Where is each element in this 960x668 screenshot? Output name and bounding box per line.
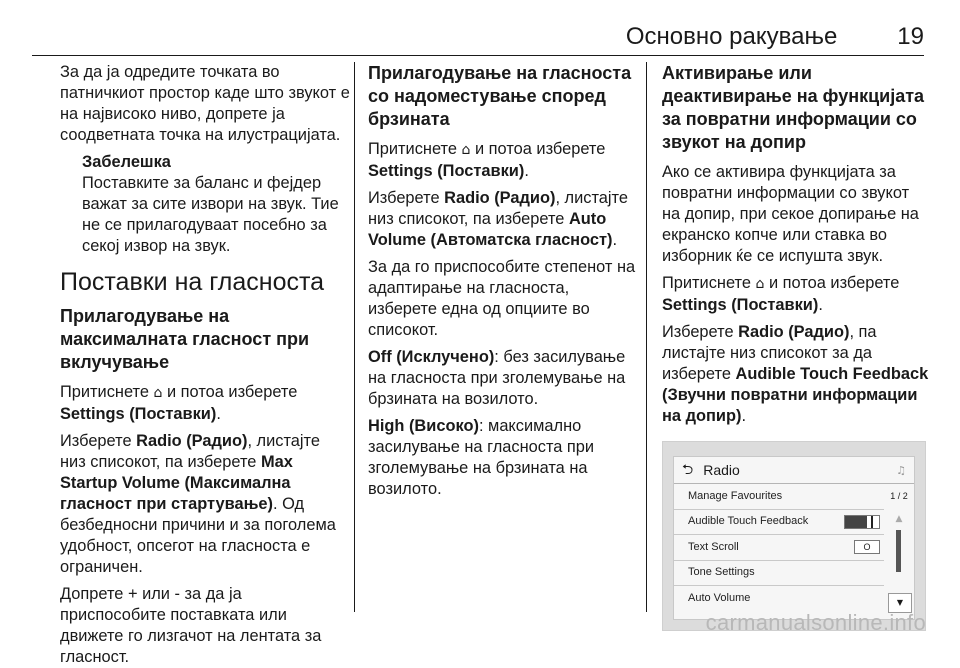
subsection-title: Прилагодување на гласноста со надоместување според брзината <box>368 63 632 129</box>
column-2 <box>368 62 638 612</box>
home-icon: ⌂ <box>153 385 163 401</box>
watermark: carmanualsonline.info <box>705 610 926 635</box>
note-title: Забелешка <box>82 153 171 171</box>
instruction-paragraph: Изберете Radio (Радио), па листајте низ списокот за да изберете Audible Touch Feedback (Звучни повратни информации на допир). <box>662 323 929 425</box>
page-number: 19 <box>897 23 924 50</box>
radio-screen-illustration <box>662 441 926 631</box>
settings-list <box>674 484 884 611</box>
instruction-paragraph: Изберете Radio (Радио), листајте низ списокот, па изберете Auto Volume (Автоматска гласност). <box>368 189 628 249</box>
list-item-tone-settings[interactable]: Tone Settings <box>674 561 884 587</box>
scroll-down-button[interactable]: ▼ <box>888 593 912 613</box>
subsection-title: Активирање или деактивирање на функцијата за повратни информации со звукот на допир <box>662 63 925 152</box>
scroll-up-icon[interactable]: ▲ <box>895 514 903 524</box>
page-title: Основно ракување <box>625 23 838 50</box>
screen-title: Radio <box>703 461 740 478</box>
instruction-paragraph: Притиснете ⌂ и потоа изберете Settings (Поставки). <box>662 274 900 314</box>
list-item-auto-volume[interactable]: Auto Volume <box>688 591 751 604</box>
scroll-panel <box>884 484 914 619</box>
list-item-text-scroll[interactable]: Text Scroll O <box>674 535 884 561</box>
instruction-paragraph: Изберете Radio (Радио), листајте низ списокот, па изберете Max Startup Volume (Максимална гласност при стартување). Од безбедносни причини и за поголема удобност, опсегот на гласноста е ограничен. <box>60 432 336 576</box>
option-off: Off (Исклучено): без засилување на гласноста при зголемување на брзината на возилото. <box>368 348 626 408</box>
screen-frame <box>673 456 915 620</box>
option-high: High (Високо): максимално засилување на гласноста при зголемување на брзината на возилото. <box>368 417 595 498</box>
paragraph: Ако се активира функцијата за повратни информации со звукот на допир, при секое допирање на екранско копче или ставка во изборник ќе се испушта звук. <box>662 163 919 265</box>
paragraph: За да го приспособите степенот на адаптирање на гласноста, изберете една од опциите во списокот. <box>368 258 636 339</box>
note-box <box>82 152 350 257</box>
paragraph: Допрете + или - за да ја приспособите поставката или движете го лизгачот на лентата за гласност. <box>60 585 322 666</box>
column-3 <box>662 62 930 612</box>
column-divider <box>354 62 355 612</box>
scrollbar-thumb[interactable] <box>896 530 901 572</box>
toggle-on[interactable] <box>844 515 880 529</box>
page-header <box>32 20 924 56</box>
section-title: Поставки на гласноста <box>60 268 325 296</box>
instruction-paragraph: Притиснете ⌂ и потоа изберете Settings (Поставки). <box>368 140 606 180</box>
toggle-off[interactable]: O <box>854 540 880 554</box>
home-icon: ⌂ <box>755 276 765 292</box>
column-divider <box>646 62 647 612</box>
back-arrow-icon[interactable]: ⮌ <box>682 461 694 478</box>
paragraph: За да ја одредите точката во патничкиот простор каде што звукот е на највисоко ниво, допрете ја соодветната точка на илустрацијата. <box>60 63 350 144</box>
list-item-manage-favourites[interactable]: Manage Favourites <box>674 484 884 510</box>
music-note-icon: ♫ <box>896 463 906 477</box>
note-text: Поставките за баланс и фејдер важат за сите извори на звук. Тие не се прилагодуваат посебно за секој извор на звук. <box>82 174 339 255</box>
page-indicator: 1 / 2 <box>890 491 908 501</box>
home-icon: ⌂ <box>461 142 471 158</box>
list-item-audible-touch-feedback[interactable]: Audible Touch Feedback <box>674 510 884 536</box>
instruction-paragraph: Притиснете ⌂ и потоа изберете Settings (Поставки). <box>60 383 298 423</box>
screen-header <box>674 457 914 484</box>
column-1 <box>60 62 350 666</box>
subsection-title: Прилагодување на максималната гласност при вклучување <box>60 306 310 372</box>
